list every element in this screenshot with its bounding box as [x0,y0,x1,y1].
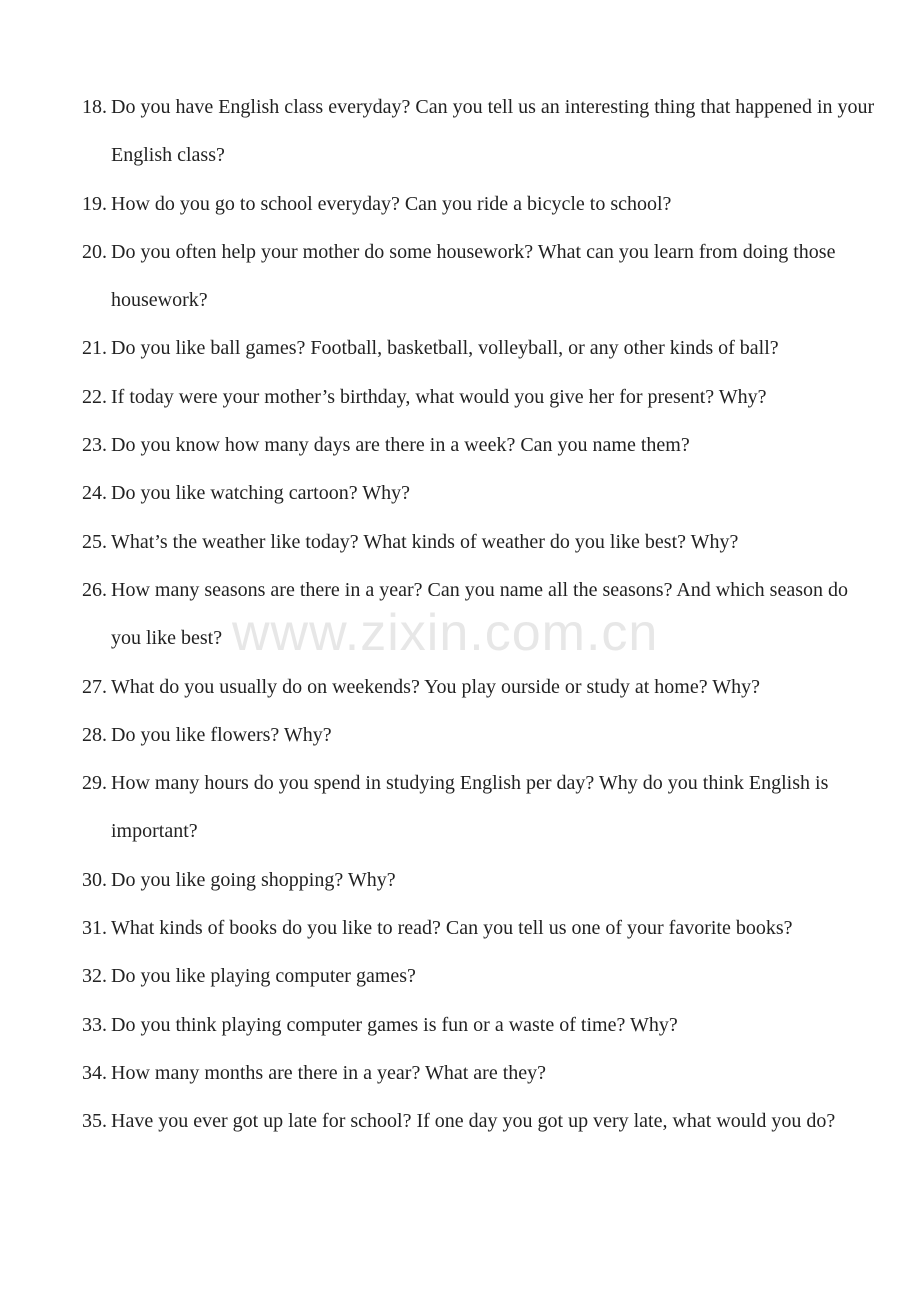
question-text: Do you have English class everyday? Can you tell us an interesting thing that happened in your English class? [111,96,875,167]
question-item-32 [82,952,882,1000]
question-list [82,83,882,1146]
watermark: www.zixin.com.cn [232,604,659,662]
question-number: 24. [82,482,107,505]
question-number: 33. [82,1013,107,1036]
question-item-30 [82,856,882,904]
question-number: 28. [82,723,107,746]
question-item-31 [82,904,882,952]
question-number: 27. [82,675,107,698]
question-item-29 [82,759,882,856]
question-number: 22. [82,385,107,408]
question-text: How do you go to school everyday? Can you ride a bicycle to school? [111,192,672,215]
question-item-21 [82,324,882,372]
question-number: 29. [82,772,107,795]
question-text: If today were your mother’s birthday, what would you give her for present? Why? [111,385,767,408]
question-text: What kinds of books do you like to read? Can you tell us one of your favorite books? [111,917,793,940]
question-number: 25. [82,530,107,553]
question-number: 26. [82,578,107,601]
question-item-20 [82,228,882,325]
question-number: 34. [82,1061,107,1084]
question-text: Do you like going shopping? Why? [111,868,396,891]
question-item-34 [82,1049,882,1097]
question-text: How many hours do you spend in studying English per day? Why do you think English is important? [111,772,829,843]
question-item-35 [82,1097,882,1145]
question-text: Do you like playing computer games? [111,965,416,988]
question-text: How many seasons are there in a year? Can you name all the seasons? And which season do you like best? [111,578,849,650]
question-text: Do you like ball games? Football, basketball, volleyball, or any other kinds of ball? [111,337,779,360]
question-text: Have you ever got up late for school? If one day you got up very late, what would you do? [111,1110,836,1133]
question-number: 21. [82,337,107,360]
question-text: Do you often help your mother do some housework? What can you learn from doing those housework? [111,240,836,312]
question-number: 35. [82,1110,107,1133]
question-text: Do you think playing computer games is fun or a waste of time? Why? [111,1013,678,1036]
question-text: What do you usually do on weekends? You play ourside or study at home? Why? [111,675,760,698]
question-number: 20. [82,240,107,263]
question-text: Do you know how many days are there in a week? Can you name them? [111,434,690,457]
question-number: 23. [82,434,107,457]
question-number: 31. [82,917,107,940]
question-item-28 [82,711,882,759]
question-text: Do you like flowers? Why? [111,723,332,746]
question-item-27 [82,663,882,711]
question-item-22 [82,373,882,421]
question-text: How many months are there in a year? What are they? [111,1061,546,1084]
question-item-24 [82,469,882,517]
question-item-33 [82,1001,882,1049]
question-item-23 [82,421,882,469]
question-text: What’s the weather like today? What kinds of weather do you like best? Why? [111,530,739,553]
question-item-18 [82,83,882,180]
question-number: 32. [82,965,107,988]
question-item-26 [82,566,882,663]
question-item-25 [82,518,882,566]
question-number: 30. [82,868,107,891]
question-item-19 [82,180,882,228]
question-number: 19. [82,192,107,215]
question-text: Do you like watching cartoon? Why? [111,482,410,505]
question-number: 18. [82,96,107,118]
